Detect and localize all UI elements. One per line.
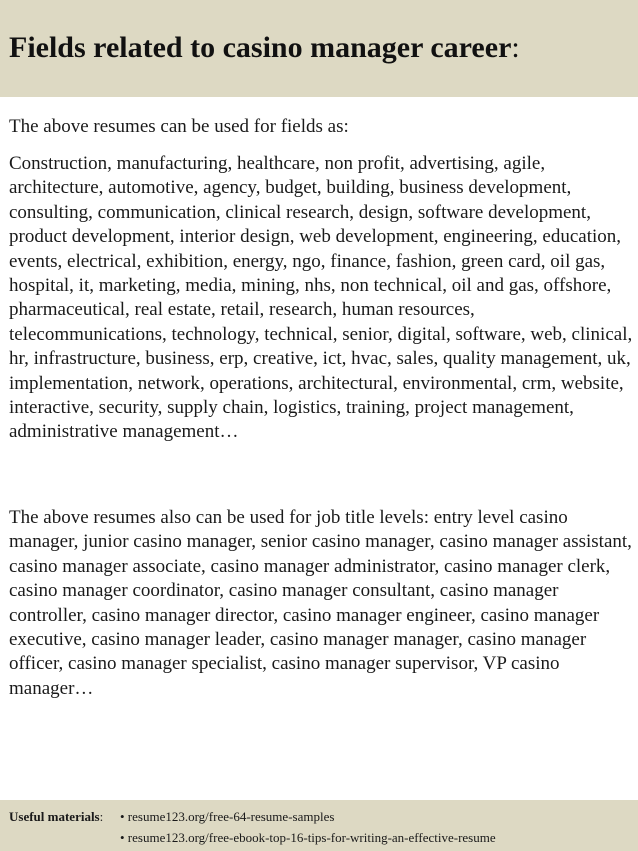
fields-paragraph: Construction, manufacturing, healthcare, non profit, advertising, agile, architecture, automotive, agency, budget, building, business development, consulting, communication, clinical research, design, software development, product development, interior design, web development, engineering, education, events, electrical, exhibition, energy, ngo, finance, fashion, green card, oil gas, hospital, it, marketing, media, mining, nhs, non technical, oil and gas, offshore, pharmaceutical, real estate, retail, research, human resources, telecommunications, technology, technical, senior, digital, software, web, clinical, hr, infrastructure, business, erp, creative, ict, hvac, sales, quality management, uk, implementation, network, operations, architectural, environmental, crm, website, interactive, security, supply chain, logistics, training, project management, administrative management…	[9, 153, 633, 443]
intro-text: The above resumes can be used for fields as:	[9, 116, 349, 137]
resume-samples-link[interactable]: • resume123.org/free-64-resume-samples	[120, 809, 335, 824]
ebook-tips-link[interactable]: • resume123.org/free-ebook-top-16-tips-for-writing-an-effective-resume	[120, 830, 496, 845]
header-band	[0, 0, 638, 97]
useful-materials-label-colon: :	[99, 809, 104, 824]
useful-materials-label-text: Useful materials	[9, 809, 100, 824]
job-levels-paragraph: The above resumes also can be used for job title levels: entry level casino manager, junior casino manager, senior casino manager, casino manager assistant, casino manager associate, casino manager administrator, casino manager clerk, casino manager coordinator, casino manager consultant, casino manager controller, casino manager director, casino manager engineer, casino manager executive, casino manager leader, casino manager manager, casino manager officer, casino manager specialist, casino manager supervisor, VP casino manager…	[9, 507, 632, 699]
page-title-colon: :	[511, 31, 520, 64]
page-title-text: Fields related to casino manager career	[9, 31, 512, 64]
footer-band	[0, 800, 638, 851]
useful-materials-label	[9, 809, 103, 825]
page-title	[9, 29, 520, 67]
